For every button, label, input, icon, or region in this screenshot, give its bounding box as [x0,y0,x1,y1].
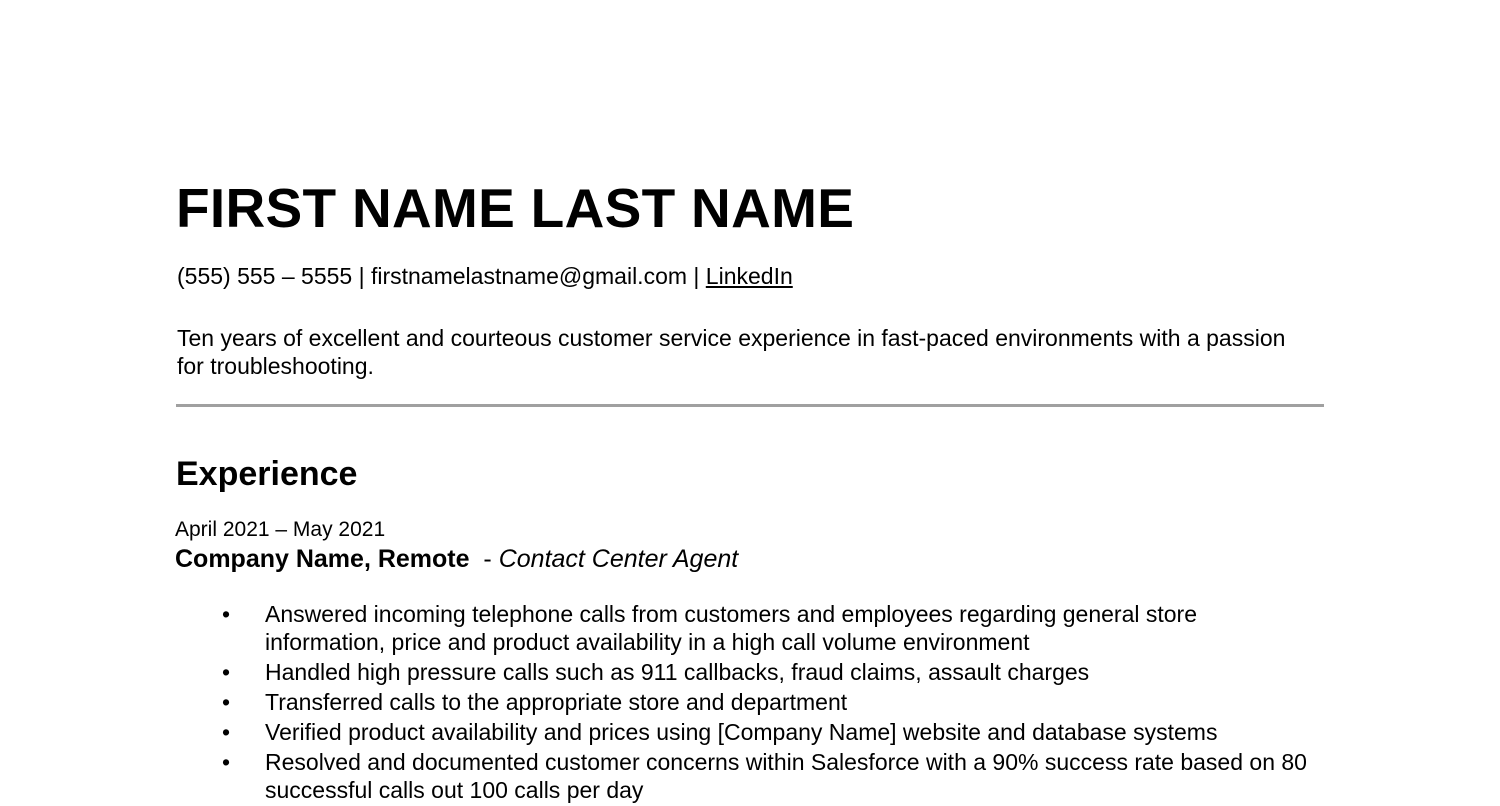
list-item [0,600,1320,656]
profile-summary: Ten years of excellent and courteous customer service experience in fast-paced environments with a passion for troubleshooting. [177,325,1286,379]
job-separator: - [469,545,499,573]
bullet-icon: • [222,689,231,715]
job-responsibilities-list [0,600,1500,806]
bullet-icon: • [222,719,231,745]
job-dates: April 2021 – May 2021 [175,518,386,541]
list-item [0,748,1320,804]
list-item [0,718,1320,746]
list-item [0,658,1320,686]
linkedin-link[interactable]: LinkedIn [705,263,793,289]
contact-line [177,261,793,291]
bullet-icon: • [222,749,231,775]
resume-name: FIRST NAME LAST NAME [176,177,855,239]
experience-heading: Experience [176,455,358,493]
list-item-text: Transferred calls to the appropriate store and department [265,689,848,715]
list-item-text: Answered incoming telephone calls from customers and employees regarding general store information, price and product availability in a high call volume environment [265,601,1197,655]
job-role: Contact Center Agent [498,545,739,573]
job-company: Company Name, Remote [175,545,470,573]
contact-separator: | [352,263,371,289]
list-item-text: Verified product availability and prices using [Company Name] website and database systems [265,719,1218,745]
section-divider [176,404,1324,407]
contact-email: firstnamelastname@gmail.com [370,263,688,289]
list-item-text: Resolved and documented customer concerns within Salesforce with a 90% success rate based on 80 successful calls out 100 calls per day [265,749,1307,803]
bullet-icon: • [222,659,231,685]
contact-separator: | [687,263,706,289]
contact-phone: (555) 555 – 5555 [177,263,353,289]
list-item [0,688,1320,716]
list-item-text: Handled high pressure calls such as 911 callbacks, fraud claims, assault charges [265,659,1090,685]
bullet-icon: • [222,601,231,627]
job-title-line [175,543,738,575]
